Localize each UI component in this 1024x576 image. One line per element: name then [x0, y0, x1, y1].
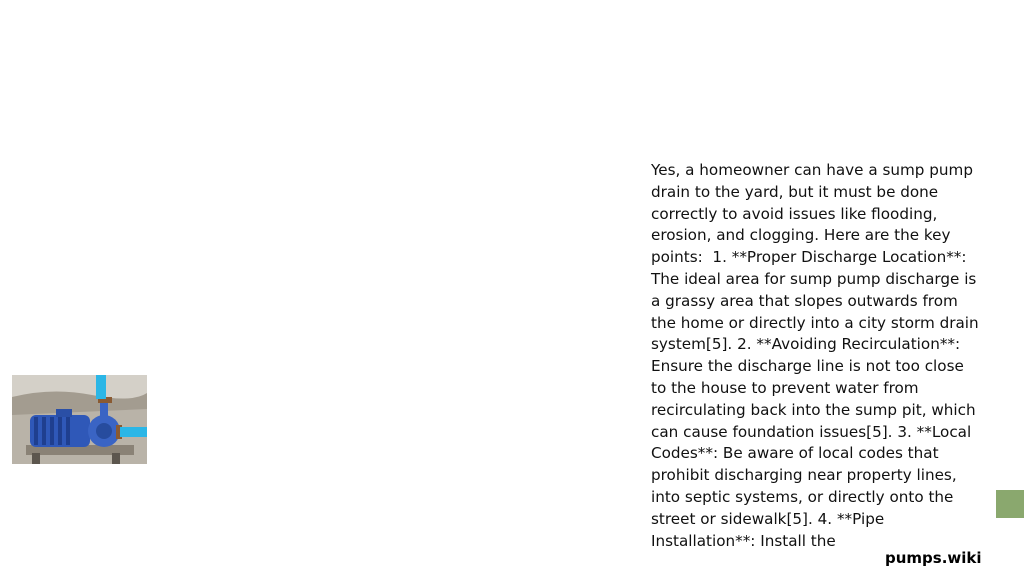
answer-text: Yes, a homeowner can have a sump pump drain to the yard, but it must be done correctly to avoid issues like flooding, erosion, and clogging. Here are the key points: 1. **Proper Discharge Location**: The ideal area for sump pump discharge is a grassy area that slopes outwards from the home or directly into a city storm drain system[5]. 2. **Avoiding Recirculation**: Ensure the discharge line is not too close to the house to prevent water from recirculating back into the sump pit, which can cause foundation issues[5]. 3. **Local Codes**: Be aware of local codes that prohibit discharging near property lines, into septic systems, or directly onto the street or sidewalk[5]. 4. **Pipe Installation**: Install the [651, 161, 984, 550]
accent-tab [996, 490, 1024, 518]
brand-watermark: pumps.wiki [885, 549, 982, 567]
pump-image [12, 375, 147, 464]
water-pump-icon [12, 375, 147, 464]
